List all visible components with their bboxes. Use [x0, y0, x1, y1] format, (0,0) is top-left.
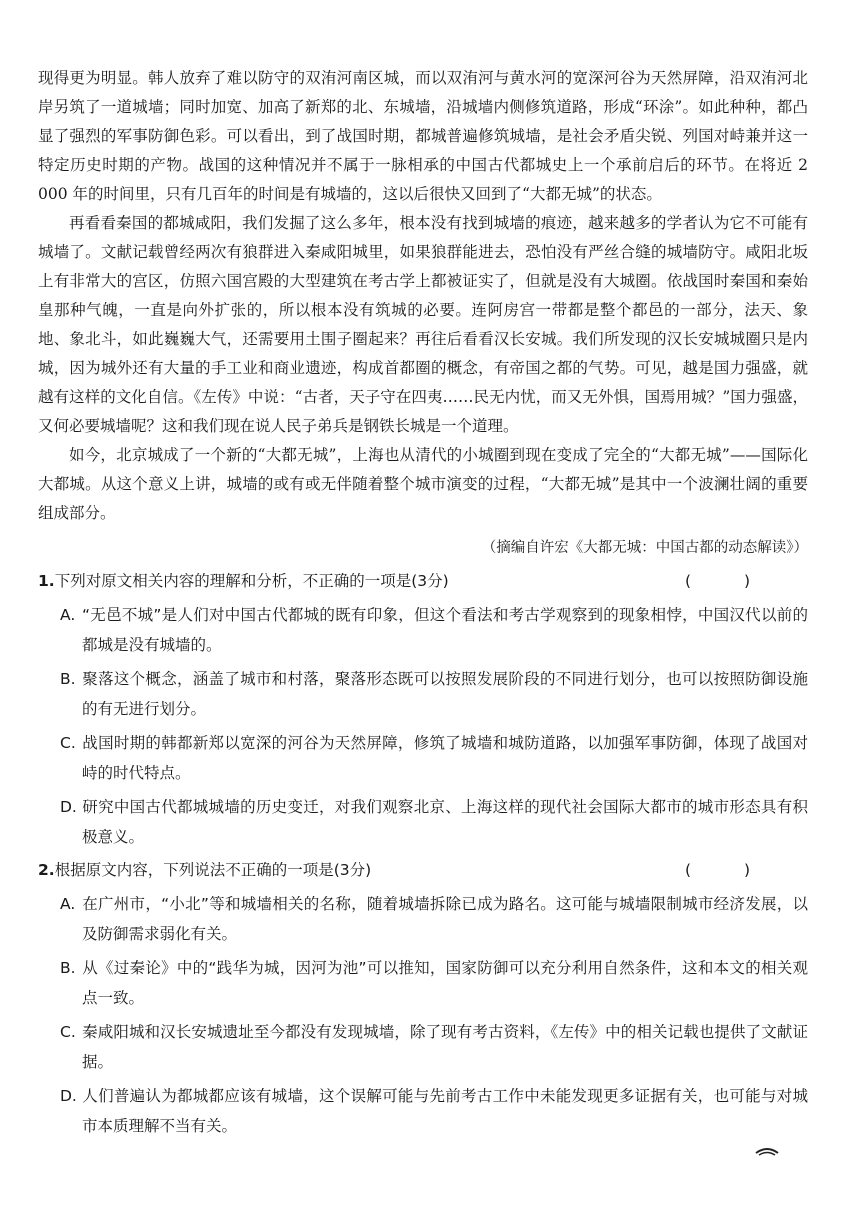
option-letter: A.: [60, 895, 76, 913]
option-text: 秦咸阳城和汉长安城遗址至今都没有发现城墙，除了现有考古资料，《左传》中的相关记载也提供了文献证据。: [82, 1023, 808, 1071]
option-letter: C.: [60, 734, 76, 752]
option-letter: D.: [60, 798, 77, 816]
option-a[interactable]: [38, 889, 808, 949]
option-d[interactable]: [38, 792, 808, 852]
passage-paragraph-1: 现得更为明显。韩人放弃了难以防守的双洧河南区城，而以双洧河与黄水河的宽深河谷为天然屏障，沿双洧河北岸另筑了一道城墙；同时加宽、加高了新郑的北、东城墙，沿城墙内侧修筑道路，形成“环涂”。如此种种，都凸显了强烈的军事防御色彩。可以看出，到了战国时期，都城普遍修筑城墙，是社会矛盾尖锐、列国对峙兼并这一特定历史时期的产物。战国的这种情况并不属于一脉相承的中国古代都城史上一个承前启后的环节。在将近 2 000 年的时间里，只有几百年的时间是有城墙的，这以后很快又回到了“大都无城”的状态。: [38, 69, 808, 203]
question-text: 根据原文内容，下列说法不正确的一项是(3分): [54, 861, 372, 879]
question-stem: [38, 567, 808, 596]
option-a[interactable]: [38, 600, 808, 660]
option-text: “无邑不城”是人们对中国古代都城的既有印象，但这个看法和考古学观察到的现象相悖，中国汉代以前的都城是没有城墙的。: [82, 606, 808, 654]
question-1: [38, 567, 808, 852]
option-c[interactable]: [38, 728, 808, 788]
option-text: 战国时期的韩都新郑以宽深的河谷为天然屏障，修筑了城墙和城防道路，以加强军事防御，体现了战国对峙的时代特点。: [82, 734, 808, 782]
option-letter: D.: [60, 1087, 77, 1105]
option-text: 在广州市，“小北”等和城墙相关的名称，随着城墙拆除已成为路名。这可能与城墙限制城市经济发展，以及防御需求弱化有关。: [82, 895, 808, 943]
option-text: 研究中国古代都城城墙的历史变迁，对我们观察北京、上海这样的现代社会国际大都市的城市形态具有积极意义。: [82, 798, 808, 846]
question-number: 1.: [38, 572, 55, 590]
question-text: 下列对原文相关内容的理解和分析，不正确的一项是(3分): [54, 572, 449, 590]
question-2: [38, 856, 808, 1141]
option-letter: C.: [60, 1023, 76, 1041]
option-text: 人们普遍认为都城都应该有城墙，这个误解可能与先前考古工作中未能发现更多证据有关，也可能与对城市本质理解不当有关。: [82, 1087, 808, 1135]
option-letter: B.: [60, 959, 76, 977]
option-b[interactable]: [38, 953, 808, 1013]
option-text: 聚落这个概念，涵盖了城市和村落，聚落形态既可以按照发展阶段的不同进行划分，也可以按照防御设施的有无进行划分。: [82, 670, 808, 718]
passage-paragraph-2: 再看看秦国的都城咸阳，我们发掘了这么多年，根本没有找到城墙的痕迹，越来越多的学者认为它不可能有城墙了。文献记载曾经两次有狼群进入秦咸阳城里，如果狼群能进去，恐怕没有严丝合缝的城墙防守。咸阳北坂上有非常大的宫区，仿照六国宫殿的大型建筑在考古学上都被证实了，但就是没有大城圈。依战国时秦国和秦始皇那种气魄，一直是向外扩张的，所以根本没有筑城的必要。连阿房宫一带都是整个都邑的一部分，法天、象地、象北斗，如此巍巍大气，还需要用土围子圈起来？再往后看看汉长安城。我们所发现的汉长安城城圈只是内城，因为城外还有大量的手工业和商业遗迹，构成首都圈的概念，有帝国之都的气势。可见，越是国力强盛，就越有这样的文化自信。《左传》中说：“古者，天子守在四夷……民无内忧，而又无外惧，国焉用城？”国力强盛，又何必要城墙呢？这和我们现在说人民子弟兵是钢铁长城是一个道理。: [38, 214, 808, 435]
passage-source: （摘编自许宏《大都无城：中国古都的动态解读》）: [481, 540, 808, 556]
option-text: 从《过秦论》中的“践华为城，因河为池”可以推知，国家防御可以充分利用自然条件，这和本文的相关观点一致。: [82, 959, 808, 1007]
page-corner-mark-icon: [754, 1145, 780, 1157]
question-stem: [38, 856, 808, 885]
option-letter: B.: [60, 670, 76, 688]
question-number: 2.: [38, 861, 55, 879]
option-d[interactable]: [38, 1081, 808, 1141]
option-letter: A.: [60, 606, 76, 624]
option-b[interactable]: [38, 664, 808, 724]
passage-paragraph-3: 如今，北京城成了一个新的“大都无城”，上海也从清代的小城圈到现在变成了完全的“大都无城”——国际化大都城。从这个意义上讲，城墙的或有或无伴随着整个城市演变的过程，“大都无城”是其中一个波澜壮阔的重要组成部分。: [38, 446, 808, 522]
option-c[interactable]: [38, 1017, 808, 1077]
answer-blank[interactable]: ( ): [684, 861, 774, 879]
reading-passage: [38, 64, 808, 563]
answer-blank[interactable]: ( ): [684, 572, 774, 590]
